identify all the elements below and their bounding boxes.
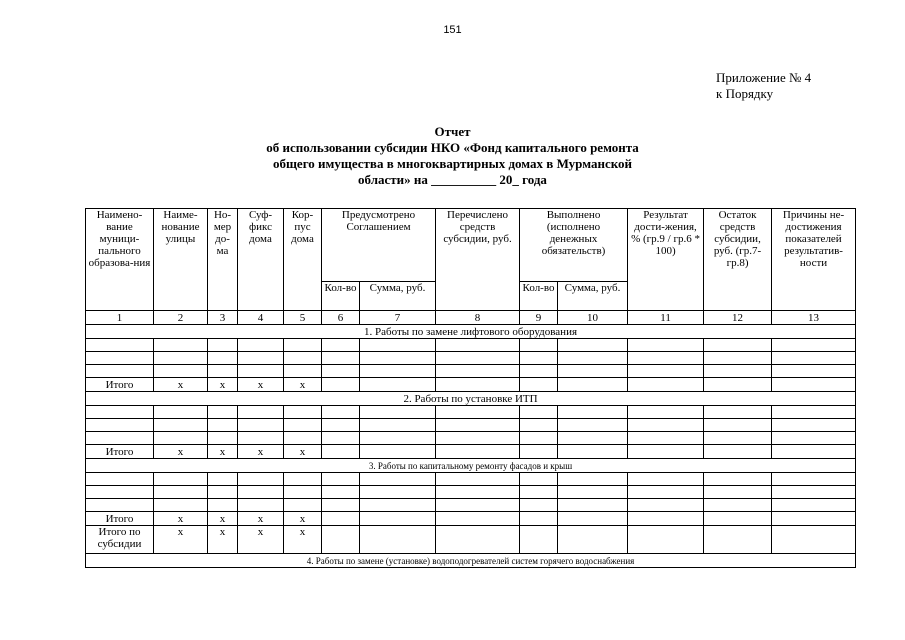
subsidy-total-row [86, 526, 856, 554]
x-mark: x [238, 526, 284, 554]
x-mark: x [238, 378, 284, 392]
annex-line-1: Приложение № 4 [716, 70, 812, 85]
x-mark: x [208, 378, 238, 392]
col-suffix-header: Суф-фикс дома [238, 209, 284, 311]
col-number: 9 [520, 311, 558, 325]
header-row-1 [86, 209, 856, 282]
col-number: 2 [154, 311, 208, 325]
x-mark: x [208, 526, 238, 554]
section-row [86, 325, 856, 339]
total-row [86, 445, 856, 459]
total-label: Итого [86, 512, 154, 526]
col-street-header: Наиме-нование улицы [154, 209, 208, 311]
col-transferred-header: Перечислено средств субсидии, руб. [436, 209, 520, 311]
col-number: 3 [208, 311, 238, 325]
col-number: 10 [558, 311, 628, 325]
x-mark: x [284, 445, 322, 459]
col-number: 6 [322, 311, 360, 325]
x-mark: x [154, 526, 208, 554]
title-line-4: области» на __________ 20_ года [358, 172, 547, 187]
x-mark: x [154, 378, 208, 392]
page-number: 151 [443, 24, 462, 36]
column-numbers-row [86, 311, 856, 325]
empty-row [86, 406, 856, 419]
x-mark: x [208, 512, 238, 526]
empty-row [86, 473, 856, 486]
report-title [0, 124, 905, 188]
sub-planned-qty-header: Кол-во [322, 282, 360, 311]
col-number: 7 [360, 311, 436, 325]
empty-row [86, 499, 856, 512]
x-mark: x [154, 445, 208, 459]
sub-completed-qty-header: Кол-во [520, 282, 558, 311]
x-mark: x [284, 512, 322, 526]
x-mark: x [284, 378, 322, 392]
annex-note [716, 70, 811, 102]
title-line-1: Отчет [434, 124, 471, 139]
x-mark: x [238, 512, 284, 526]
col-number: 12 [704, 311, 772, 325]
empty-row [86, 419, 856, 432]
annex-line-2: к Порядку [716, 86, 774, 101]
col-building-header: Кор-пус дома [284, 209, 322, 311]
x-mark: x [208, 445, 238, 459]
total-row [86, 512, 856, 526]
section-title: 1. Работы по замене лифтового оборудования [86, 325, 856, 339]
x-mark: x [284, 526, 322, 554]
group-completed-header: Выполнено (исполнено денежных обязательств) [520, 209, 628, 282]
col-remainder-header: Остаток средств субсидии, руб. (гр.7-гр.8) [704, 209, 772, 311]
col-result-header: Результат дости-жения, % (гр.9 / гр.6 * 100) [628, 209, 704, 311]
x-mark: x [238, 445, 284, 459]
col-municipality-header: Наимено-вание муници-пального образова-ния [86, 209, 154, 311]
group-planned-header: Предусмотрено Соглашением [322, 209, 436, 282]
total-row [86, 378, 856, 392]
section-row [86, 554, 856, 568]
col-number: 1 [86, 311, 154, 325]
empty-row [86, 486, 856, 499]
col-number: 4 [238, 311, 284, 325]
sub-completed-sum-header: Сумма, руб. [558, 282, 628, 311]
section-row [86, 459, 856, 473]
sub-planned-sum-header: Сумма, руб. [360, 282, 436, 311]
col-number: 5 [284, 311, 322, 325]
title-line-2: об использовании субсидии НКО «Фонд капитального ремонта [266, 140, 639, 155]
subsidy-total-label: Итого по субсидии [86, 526, 154, 554]
empty-row [86, 352, 856, 365]
col-number: 8 [436, 311, 520, 325]
col-number: 11 [628, 311, 704, 325]
empty-row [86, 339, 856, 352]
section-title: 3. Работы по капитальному ремонту фасадов и крыш [86, 459, 856, 473]
section-row [86, 392, 856, 406]
total-label: Итого [86, 378, 154, 392]
section-title: 2. Работы по установке ИТП [86, 392, 856, 406]
empty-row [86, 365, 856, 378]
empty-row [86, 432, 856, 445]
x-mark: x [154, 512, 208, 526]
col-reasons-header: Причины не-достижения показателей результатив-ности [772, 209, 856, 311]
total-label: Итого [86, 445, 154, 459]
title-line-3: общего имущества в многоквартирных домах в Мурманской [272, 156, 633, 171]
col-house-number-header: Но-мер до-ма [208, 209, 238, 311]
section-title: 4. Работы по замене (установке) водоподогревателей систем горячего водоснабжения [86, 554, 856, 568]
col-number: 13 [772, 311, 856, 325]
report-table [85, 208, 856, 568]
